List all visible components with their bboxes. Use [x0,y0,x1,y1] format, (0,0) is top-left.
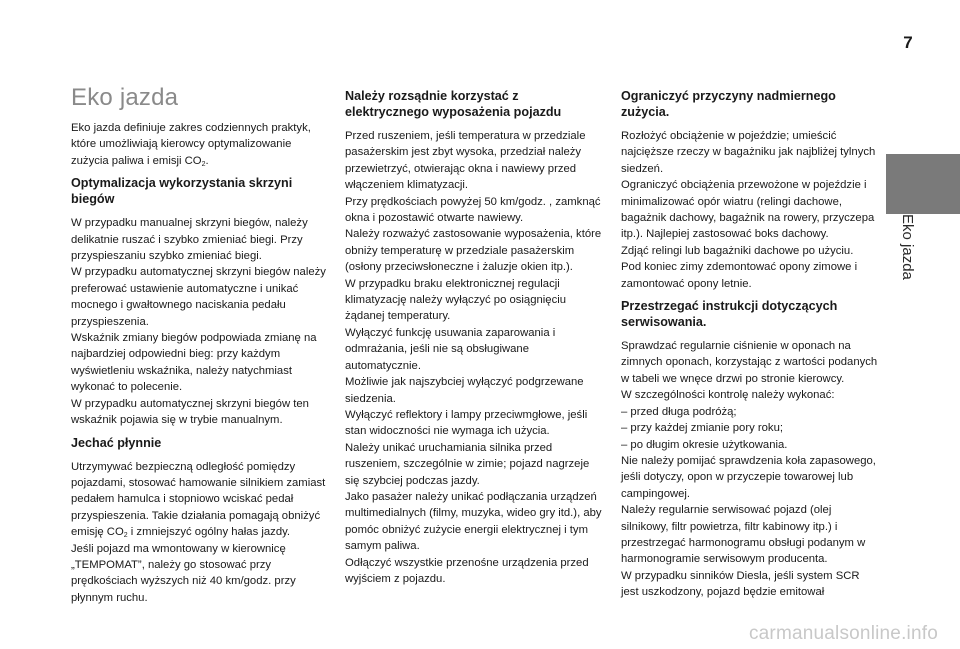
column-right [621,88,879,607]
intro-subscript: 2 [201,160,206,168]
smooth-driving-text-end: i zmniejszyć ogólny hałas jazdy. Jeśli pojazd ma wmontowany w kierownicę „TEMPOMAT”, należy go stosować przy prędkościach wyższych niż 40 km/godz. przy płynnym ruchu. [71,526,296,604]
smooth-driving-subscript: 2 [123,532,128,540]
intro-paragraph [71,120,329,169]
gearbox-paragraph: W przypadku manualnej skrzyni biegów, należy delikatnie ruszać i szybko zmieniać biegi. Przy przyspieszaniu szybko zmieniać biegi. W przypadku automatycznej skrzyni biegów należy preferować ustawienie automatyczne i unikać mocnego i gwałtownego naciskania pedału przyspieszenia. Wskaźnik zmiany biegów podpowiada zmianę na najbardziej odpowiedni bieg: przy każdym wyświetleniu wskaźnika, należy natychmiast wykonać to polecenie. W przypadku automatycznej skrzyni biegów ten wskaźnik pojawia się w trybie manualnym. [71,217,326,427]
page-title: Eko jazda [71,84,179,111]
smooth-driving-text: Utrzymywać bezpieczną odległość pomiędzy pojazdami, stosować hamowanie silnikiem zamiast pedałem hamulca i stopniowo wciskać pedał przyspieszenia. Takie działania pomagają obniżyć emisję CO [71,460,326,539]
column-middle [345,88,603,593]
service-instructions-paragraph: Sprawdzać regularnie ciśnienie w oponach na zimnych oponach, korzystając z wartości podanych w tabeli we wnęce drzwi po stronie kierowcy. W szczególności kontrolę należy wykonać: – przed długa podróżą; – przy każdej zmianie pory roku; – po długim okresie użytkowania. Nie należy pomijać sprawdzenia koła zapasowego, jeśli dotyczy, opon w przyczepie towarowej lub campingowej. Należy regularnie serwisować pojazd (olej silnikowy, filtr powietrza, filtr kabinowy itp.) i przestrzegać harmonogramu obsługi podanym w harmonogramie serwisowym producenta. W przypadku sinników Diesla, jeśli system SCR jest uszkodzony, pojazd będzie emitował [621,340,878,599]
heading-service-instructions: Przestrzegać instrukcji dotyczących serwisowania. [621,299,838,330]
heading-smooth-driving: Jechać płynnie [71,435,162,450]
watermark: carmanualsonline.info [748,623,938,644]
excess-consumption-paragraph: Rozłożyć obciążenie w pojeździe; umieścić najcięższe rzeczy w bagażniku jak najbliżej tylnych siedzeń. Ograniczyć obciążenia przewożone w pojeździe i minimalizować opór wiatru (relingi dachowe, bagażnik dachowy, bagażnik na rowery, przyczepa itp.). Najlepiej zastosować boks dachowy. Zdjąć relingi lub bagażniki dachowe po użyciu. Pod koniec zimy zdemontować opony zimowe i zamontować opony letnie. [621,130,876,290]
page-number: 7 [903,33,913,52]
side-section-label: Eko jazda [899,214,916,280]
side-tab-marker [886,154,960,214]
smooth-driving-paragraph [71,459,329,607]
electrical-equipment-paragraph: Przed ruszeniem, jeśli temperatura w przedziale pasażerskim jest zbyt wysoka, przedział należy przewietrzyć, otwierając okna i nawiewy przed włączeniem klimatyzacji. Przy prędkościach powyżej 50 km/godz. , zamknąć okna i pozostawić otwarte nawiewy. Należy rozważyć zastosowanie wyposażenia, które obniży temperaturę w przedziale pasażerskim (osłony przeciwsłoneczne i żaluzje okien itp.). W przypadku braku elektronicznej regulacji klimatyzację należy wyłączyć po osiągnięciu żądanej temperatury. Wyłączyć funkcję usuwania zaparowania i odmrażania, jeśli nie są obsługiwane automatycznie. Możliwie jak najszybciej wyłączyć podgrzewane siedzenia. Wyłączyć reflektory i lampy przeciwmgłowe, jeśli stan widoczności nie wymaga ich użycia. Należy unikać uruchamiania silnika przed ruszeniem, szczególnie w zimie; pojazd nagrzeje się szybciej podczas jazdy. Jako pasażer należy unikać podłączania urządzeń multimedialnych (filmy, muzyka, wideo gry itd.), aby pomóc obniżyć zużycie energii elektrycznej i tym samym paliwa. Odłączyć wszystkie przenośne urządzenia przed wyjściem z pojazdu. [345,130,602,585]
column-left [71,84,329,612]
intro-text-end: . [205,154,209,167]
heading-excess-consumption: Ograniczyć przyczyny nadmiernego zużycia. [621,89,836,119]
intro-text: Eko jazda definiuje zakres codziennych praktyk, które umożliwiają kierowcy optymalizowanie zużycia paliwa i emisji CO [71,122,311,167]
heading-gearbox: Optymalizacja wykorzystania skrzyni biegów [71,176,293,207]
heading-electrical-equipment: Należy rozsądnie korzystać z elektrycznego wyposażenia pojazdu [345,89,562,119]
